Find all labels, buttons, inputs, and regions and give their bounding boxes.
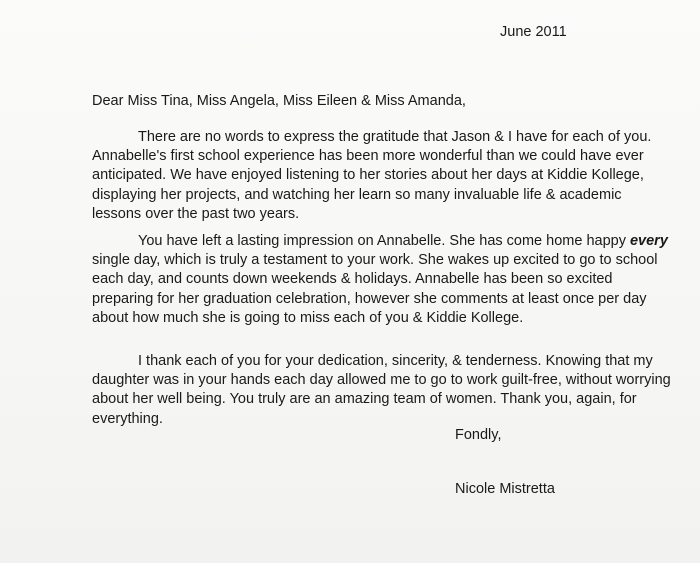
- letter-paragraph-1: There are no words to express the gratitude that Jason & I have for each of you. Annabelle's first school experience has been more wonderful than we could have ever anticipated. We have enjoyed listening to her stories about her days at Kiddie Kollege, displaying her projects, and watching her learn so many invaluable life & academic lessons over the past two years.: [92, 129, 652, 222]
- letter-signature: Nicole Mistretta: [455, 481, 555, 497]
- paragraph-2-text-before: You have left a lasting impression on Annabelle. She has come home happy: [138, 233, 630, 249]
- paragraph-2-text-after: single day, which is truly a testament to your work. She wakes up excited to go to school each day, and counts down weekends & holidays. Annabelle has been so excited preparing for her graduation celebration, however she comments at least once per day about how much she is going to miss each of you & Kiddie Kollege.: [92, 252, 658, 326]
- letter-greeting: Dear Miss Tina, Miss Angela, Miss Eileen & Miss Amanda,: [92, 93, 466, 109]
- emphasized-word: every: [629, 233, 668, 249]
- letter-paragraph-3: I thank each of you for your dedication, sincerity, & tenderness. Knowing that my daughter was in your hands each day allowed me to go to work guilt-free, without worrying about her well being. You truly are an amazing team of women. Thank you, again, for everything.: [92, 353, 671, 427]
- letter-closing: Fondly,: [455, 427, 502, 443]
- letter-date: June 2011: [500, 24, 567, 40]
- letter-paragraph-2: [92, 232, 672, 328]
